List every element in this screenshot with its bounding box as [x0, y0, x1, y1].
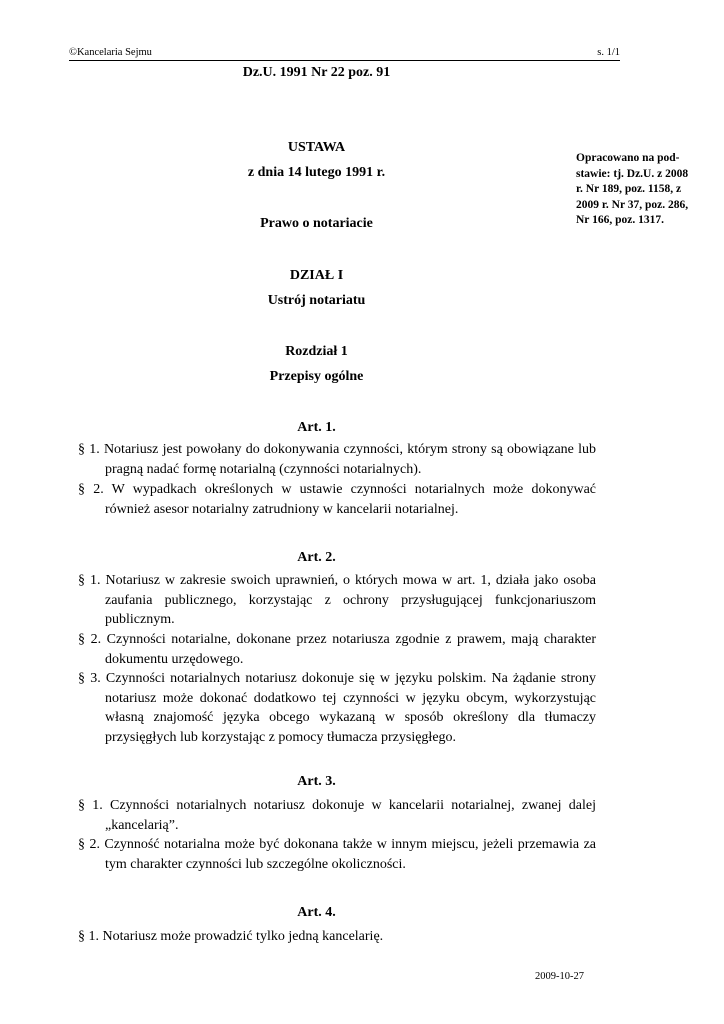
division-title: Ustrój notariatu [267, 293, 366, 308]
article-paragraph: § 3. Czynności notarialnych notariusz dokonuje się w języku polskim. Na żądanie strony notariusz może dokonać dodatkowo tej czynności w języku obcym, wykorzystując własną znajomość języka obcego wykazaną w sposób określony dla tłumaczy przysięgłych lub korzystając z pomocy tłumacza przysięgłego. [78, 671, 596, 745]
article-heading: Art. 3. [297, 774, 336, 789]
article-heading: Art. 1. [297, 420, 336, 435]
act-date: z dnia 14 lutego 1991 r. [247, 165, 386, 180]
act-type-heading: USTAWA [287, 140, 346, 155]
chapter-title: Przepisy ogólne [269, 369, 364, 384]
page-header-left: ©Kancelaria Sejmu [69, 47, 152, 58]
header-rule [69, 60, 620, 61]
article-paragraph: § 2. Czynność notarialna może być dokonana także w innym miejscu, jeżeli przemawia za tym charakter czynności lub szczególne okoliczności. [78, 837, 596, 872]
division-label: DZIAŁ I [289, 268, 344, 283]
page-number: s. 1/1 [597, 47, 620, 58]
source-note: Opracowano na pod-stawie: tj. Dz.U. z 2008 r. Nr 189, poz. 1158, z 2009 r. Nr 37, poz. 286, Nr 166, poz. 1317. [576, 152, 689, 226]
article-paragraph: § 1. Notariusz jest powołany do dokonywania czynności, którym strony są obowiązane lub pragną nadać formę notarialną (czynności notarialnych). [78, 442, 596, 477]
article-heading: Art. 2. [297, 550, 336, 565]
article-paragraph: § 2. Czynności notarialne, dokonane przez notariusza zgodnie z prawem, mają charakter dokumentu urzędowego. [78, 632, 596, 667]
document-date: 2009-10-27 [535, 971, 584, 982]
chapter-label: Rozdział 1 [285, 344, 348, 359]
act-title: Prawo o notariacie [260, 216, 373, 231]
article-paragraph: § 2. W wypadkach określonych w ustawie czynności notarialnych może dokonywać również asesor notarialny zatrudniony w kancelarii notarialnej. [78, 482, 596, 517]
document-reference: Dz.U. 1991 Nr 22 poz. 91 [242, 65, 391, 80]
article-paragraph: § 1. Notariusz może prowadzić tylko jedną kancelarię. [78, 929, 384, 944]
article-paragraph: § 1. Notariusz w zakresie swoich uprawnień, o których mowa w art. 1, działa jako osoba zaufania publicznego, korzystając z ochrony przysługującej funkcjonariuszom publicznym. [78, 573, 596, 627]
article-paragraph: § 1. Czynności notarialnych notariusz dokonuje w kancelarii notarialnej, zwanej dalej „kancelarią”. [78, 798, 596, 833]
article-heading: Art. 4. [297, 905, 336, 920]
